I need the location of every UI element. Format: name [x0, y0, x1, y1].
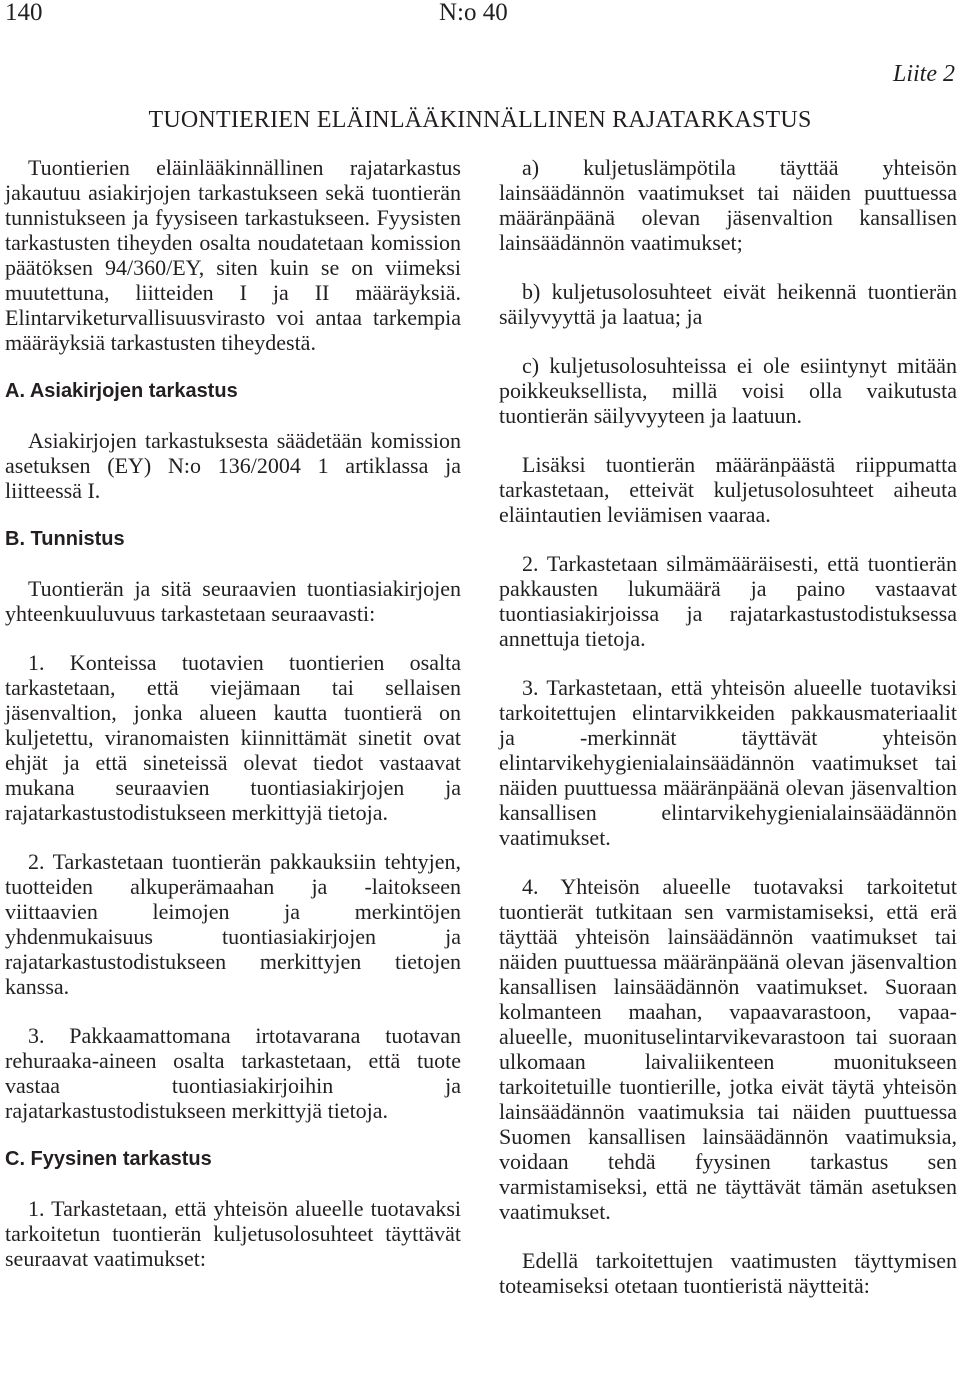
section-a-paragraph: Asiakirjojen tarkastuksesta säädetään komission asetuksen (EY) N:o 136/2004 1 artiklassa ja liitteessä I. [5, 428, 461, 503]
section-c-item-4-extra: Edellä tarkoitettujen vaatimusten täyttymisen toteamiseksi otetaan tuontieristä näytteitä: [499, 1248, 957, 1298]
section-c-item-1c: c) kuljetusolosuhteissa ei ole esiintynyt mitään poikkeuksellista, millä voisi olla vaikutusta tuontierän säilyvyyteen ja laatuun. [499, 353, 957, 428]
section-b-item-3: 3. Pakkaamattomana irtotavarana tuotavan rehuraaka-aineen osalta tarkastetaan, että tuote vastaa tuontiasiakirjoihin ja rajatarkastustodistukseen merkittyjä tietoja. [5, 1023, 461, 1123]
section-c-item-4: 4. Yhteisön alueelle tuotavaksi tarkoitetut tuontierät tutkitaan sen varmistamiseksi, että erä täyttää yhteisön lainsäädännön vaatimukset tai näiden puuttuessa määränpäänä olevan jäsenvaltion kansallisen lainsäädännön vaatimukset. Suoraan kolmanteen maahan, vapaavarastoon, vapaa-alueelle, muonituselintarvikevarastoon tai suoraan ulkomaan laivaliikenteen muonitukseen tarkoitetuille tuontierille, jotka eivät täytä yhteisön lainsäädännön vaatimuksia tai näiden puuttuessa Suomen kansallisen lainsäädännön vaatimuksia, voidaan tehdä fyysinen tarkastus sen varmistamiseksi, että ne täyttävät tämän asetuksen vaatimukset. [499, 874, 957, 1224]
doc-number: N:o 40 [439, 0, 508, 26]
intro-paragraph: Tuontierien eläinlääkinnällinen rajatarkastus jakautuu asiakirjojen tarkastukseen sekä tuontierän tunnistukseen ja fyysiseen tarkastukseen. Fyysisten tarkastusten tiheyden osalta noudatetaan komission päätöksen 94/360/EY, siten kuin se on viimeksi muutettuna, liitteiden I ja II määräyksiä. Elintarviketurvallisuusvirasto voi antaa tarkempia määräyksiä tarkastusten tiheydestä. [5, 155, 461, 355]
section-c-heading: C. Fyysinen tarkastus [5, 1148, 212, 1170]
section-a-heading: A. Asiakirjojen tarkastus [5, 380, 238, 402]
section-c-item-1-extra: Lisäksi tuontierän määränpäästä riippumatta tarkastetaan, etteivät kuljetusolosuhteet aiheuta eläintautien leviämisen vaaraa. [499, 452, 957, 527]
section-c-item-1b: b) kuljetusolosuhteet eivät heikennä tuontierän säilyvyyttä ja laatua; ja [499, 279, 957, 329]
page-number: 140 [5, 0, 43, 26]
section-b-item-2: 2. Tarkastetaan tuontierän pakkauksiin tehtyjen, tuotteiden alkuperämaahan ja -laitokseen viittaavien leimojen ja merkintöjen yhdenmukaisuus tuontiasiakirjojen ja rajatarkastustodistukseen merkittyjen tietojen kanssa. [5, 849, 461, 999]
section-c-item-2: 2. Tarkastetaan silmämääräisesti, että tuontierän pakkausten lukumäärä ja paino vastaavat tuontiasiakirjoissa ja rajatarkastustodistuksessa annettuja tietoja. [499, 551, 957, 651]
section-b-heading: B. Tunnistus [5, 528, 125, 550]
document-title: TUONTIERIEN ELÄINLÄÄKINNÄLLINEN RAJATARKASTUS [148, 107, 812, 133]
left-column [5, 155, 461, 1295]
annex-label: Liite 2 [892, 61, 955, 87]
section-c-item-3: 3. Tarkastetaan, että yhteisön alueelle tuotaviksi tarkoitettujen elintarvikkeiden pakkausmateriaalit ja -merkinnät täyttävät yhteisön elintarvikehygienialainsäädännön vaatimukset tai näiden puuttuessa määränpäänä olevan jäsenvaltion kansallisen elintarvikehygienialainsäädännön vaatimukset. [499, 675, 957, 850]
section-b-item-1: 1. Konteissa tuotavien tuontierien osalta tarkastetaan, että viejämaan tai sellaisen jäsenvaltion, jonka alueen kautta tuontierä on kuljetettu, viranomaisten kiinnittämät sinetit ovat ehjät ja että sineteissä olevat tiedot vastaavat mukana seuraavien tuontiasiakirjojen ja rajatarkastustodistukseen merkittyjä tietoja. [5, 650, 461, 825]
section-c-item-1: 1. Tarkastetaan, että yhteisön alueelle tuotavaksi tarkoitetun tuontierän kuljetusolosuhteet täyttävät seuraavat vaatimukset: [5, 1196, 461, 1271]
right-column [499, 155, 957, 1322]
section-b-paragraph: Tuontierän ja sitä seuraavien tuontiasiakirjojen yhteenkuuluvuus tarkastetaan seuraavasti: [5, 576, 461, 626]
section-c-item-1a: a) kuljetuslämpötila täyttää yhteisön lainsäädännön vaatimukset tai näiden puuttuessa määränpäänä olevan jäsenvaltion kansallisen lainsäädännön vaatimukset; [499, 155, 957, 255]
